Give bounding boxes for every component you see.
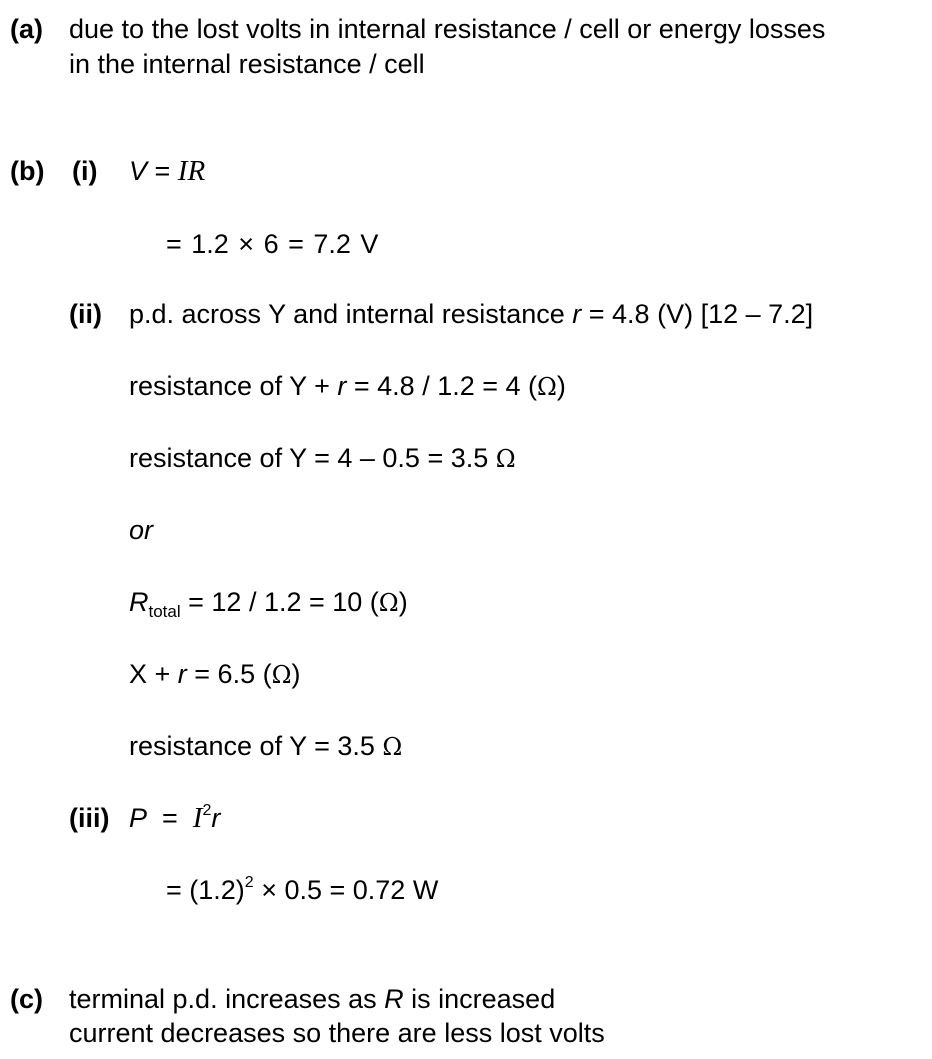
- part-b-iii-line-1: [129, 801, 220, 835]
- var-i: I: [192, 802, 203, 834]
- part-b-ii-line-6: [129, 657, 300, 692]
- part-a-line-2: in the internal resistance / cell: [69, 49, 425, 79]
- part-b-ii-label: (ii): [69, 299, 102, 329]
- part-b-i-line-1: [129, 154, 205, 188]
- line-text: terminal p.d. increases as: [69, 984, 385, 1014]
- var-r: r: [177, 659, 187, 689]
- part-b-ii-or: or: [129, 515, 154, 545]
- part-b-i-line-2: = 1.2 × 6 = 7.2 V: [166, 229, 379, 259]
- var-ir: IR: [177, 155, 206, 187]
- line-text: = 6.5 (: [186, 659, 272, 689]
- part-b-ii-line-3: [129, 441, 516, 476]
- var-r: R: [384, 984, 404, 1014]
- subscript-total: total: [148, 602, 181, 621]
- part-b-iii-line-2: [166, 873, 438, 907]
- omega-symbol: Ω: [495, 445, 516, 473]
- var-p: P: [129, 803, 148, 833]
- var-r: r: [337, 371, 347, 401]
- exponent: 2: [202, 802, 212, 819]
- omega-symbol: Ω: [537, 373, 557, 401]
- line-text: ): [398, 587, 408, 617]
- part-a-label: (a): [10, 14, 43, 44]
- part-b-ii-line-1: [129, 297, 813, 331]
- line-text: = (1.2): [166, 875, 245, 905]
- exponent: 2: [244, 874, 254, 891]
- part-b-ii-line-2: [129, 369, 566, 404]
- line-text: X +: [129, 659, 178, 689]
- omega-symbol: Ω: [378, 589, 399, 617]
- line-text: = 12 / 1.2 = 10 (: [180, 587, 379, 617]
- part-c-line-2: current decreases so there are less lost volts: [69, 1018, 605, 1048]
- var-r-total: R: [129, 587, 149, 617]
- line-text: = 4.8 (V) [12 – 7.2]: [581, 299, 814, 329]
- line-text: × 0.5 = 0.72 W: [253, 875, 439, 905]
- part-c-label: (c): [10, 984, 43, 1014]
- line-text: resistance of Y = 4 – 0.5 = 3.5: [129, 443, 496, 473]
- part-a-line-1: due to the lost volts in internal resistance / cell or energy losses: [69, 14, 826, 44]
- part-b-i-label: (i): [72, 156, 98, 186]
- line-text: = 4.8 / 1.2 = 4 (: [346, 371, 538, 401]
- part-b-ii-line-5: [129, 585, 408, 620]
- part-b-iii-label: (iii): [69, 803, 110, 833]
- equals: =: [147, 803, 193, 833]
- var-r: r: [211, 803, 221, 833]
- omega-symbol: Ω: [271, 661, 292, 689]
- line-text: is increased: [403, 984, 556, 1014]
- part-b-label: (b): [10, 156, 45, 186]
- var-r: r: [572, 299, 582, 329]
- line-text: resistance of Y = 3.5: [129, 731, 383, 761]
- part-b-ii-line-7: [129, 729, 402, 764]
- line-text: p.d. across Y and internal resistance: [129, 299, 573, 329]
- line-text: ): [556, 371, 566, 401]
- line-text: ): [291, 659, 301, 689]
- equals: =: [147, 156, 178, 186]
- part-c-line-1: [69, 982, 555, 1016]
- var-v: V: [129, 156, 148, 186]
- line-text: resistance of Y +: [129, 371, 338, 401]
- omega-symbol: Ω: [382, 733, 403, 761]
